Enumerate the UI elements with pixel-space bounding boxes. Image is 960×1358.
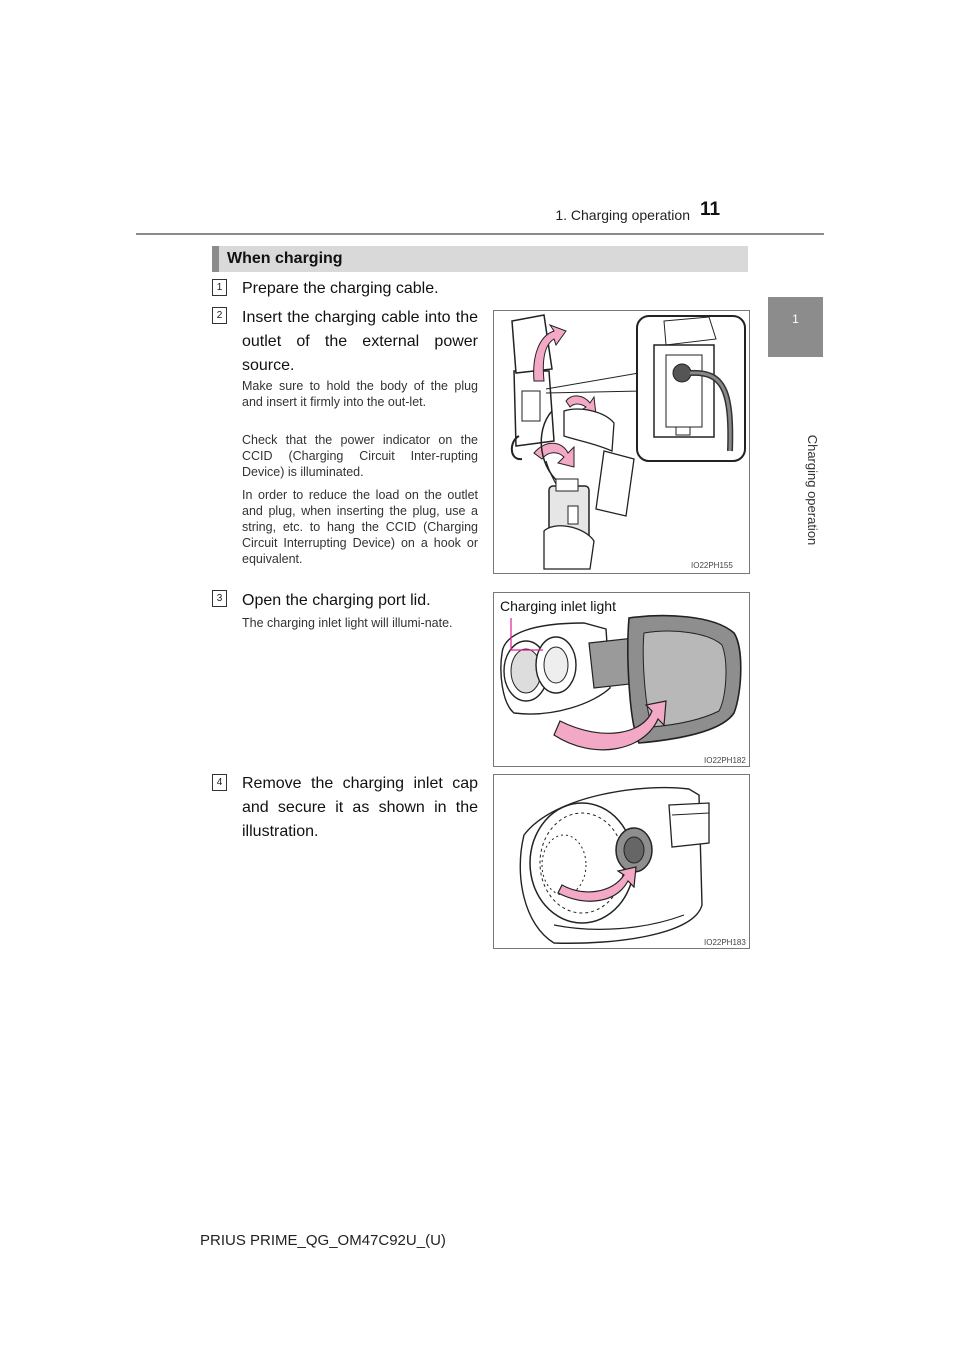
step-1-text: Prepare the charging cable. (242, 280, 439, 297)
section-heading: When charging (212, 246, 748, 272)
header-divider (136, 233, 824, 235)
step-2-note-3: In order to reduce the load on the outlet and plug, when inserting the plug, use a string, etc. to hang the CCID (Charging Circuit Interrupting Device) on a hook or equivalent. (242, 488, 478, 566)
figure-open-port-lid (493, 592, 750, 767)
figure-remove-inlet-cap (493, 774, 750, 949)
inlet-cap-illustration (494, 775, 749, 948)
step-number-3: 3 (212, 590, 227, 607)
step-3-text: Open the charging port lid. (242, 592, 431, 609)
chapter-tab-title: Charging operation (805, 434, 820, 546)
step-number-2: 2 (212, 307, 227, 324)
page-number: 11 (700, 199, 721, 220)
step-number-1: 1 (212, 279, 227, 296)
running-header-section: 1. Charging operation (555, 207, 690, 223)
figure-code: IO22PH183 (704, 938, 746, 947)
step-2-text: Insert the charging cable into the outlet of the external power source. (242, 309, 478, 374)
chapter-tab (768, 297, 823, 357)
step-4-text: Remove the charging inlet cap and secure it as shown in the illustration. (242, 775, 478, 840)
step-2-note-1: Make sure to hold the body of the plug and insert it firmly into the out-let. (242, 379, 478, 409)
chapter-tab-number: 1 (792, 312, 799, 326)
figure-code: IO22PH182 (704, 756, 746, 765)
step-3-note: The charging inlet light will illumi-nate. (242, 616, 453, 630)
figure-plug-into-outlet (493, 310, 750, 574)
document-id: PRIUS PRIME_QG_OM47C92U_(U) (200, 1232, 446, 1249)
callout-charging-inlet-light: Charging inlet light (500, 598, 616, 614)
figure-code: IO22PH155 (691, 561, 733, 570)
step-number-4: 4 (212, 774, 227, 791)
outlet-illustration (494, 311, 749, 573)
port-lid-illustration (494, 593, 749, 766)
step-2-note-2: Check that the power indicator on the CCID (Charging Circuit Inter-rupting Device) is illuminated. (242, 433, 478, 479)
